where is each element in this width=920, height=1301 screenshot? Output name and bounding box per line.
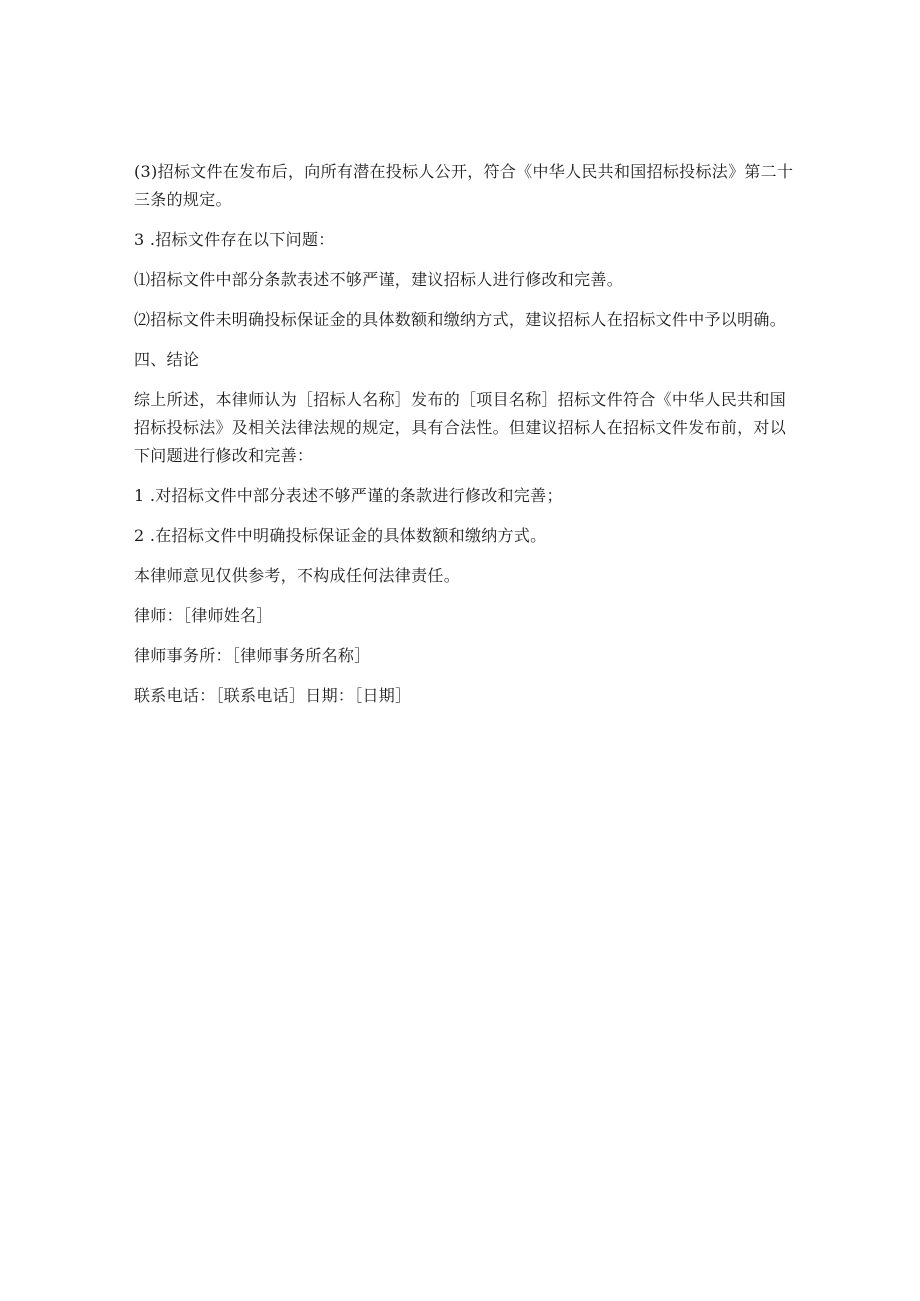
signature-contact-date: 联系电话：［联系电话］日期：［日期］ [134,686,412,705]
signature-lawyer-name: 律师：［律师姓名］ [134,606,273,625]
paragraph-issues-heading: 3 .招标文件存在以下问题： [134,230,335,249]
paragraph-compliance-point-3: (3)招标文件在发布后，向所有潜在投标人公开，符合《中华人民共和国招标投标法》第二十三条的规定。 [134,162,794,209]
section-heading-conclusion: 四、结论 [134,350,200,369]
paragraph-conclusion-summary: 综上所述，本律师认为［招标人名称］发布的［项目名称］招标文件符合《中华人民共和国招标投标法》及相关法律法规的规定，具有合法性。但建议招标人在招标文件发布前，对以下问题进行修改和完善： [134,390,787,465]
paragraph-issue-1: ⑴招标文件中部分条款表述不够严谨，建议招标人进行修改和完善。 [134,270,624,289]
paragraph-recommendation-1: 1 .对招标文件中部分表述不够严谨的条款进行修改和完善； [134,486,563,505]
signature-law-firm: 律师事务所：［律师事务所名称］ [134,646,371,665]
document-body [134,158,794,722]
paragraph-issue-2: ⑵招标文件未明确投标保证金的具体数额和缴纳方式，建议招标人在招标文件中予以明确。 [134,310,787,329]
paragraph-disclaimer: 本律师意见仅供参考，不构成任何法律责任。 [134,566,461,585]
paragraph-recommendation-2: 2 .在招标文件中明确投标保证金的具体数额和缴纳方式。 [134,526,547,545]
